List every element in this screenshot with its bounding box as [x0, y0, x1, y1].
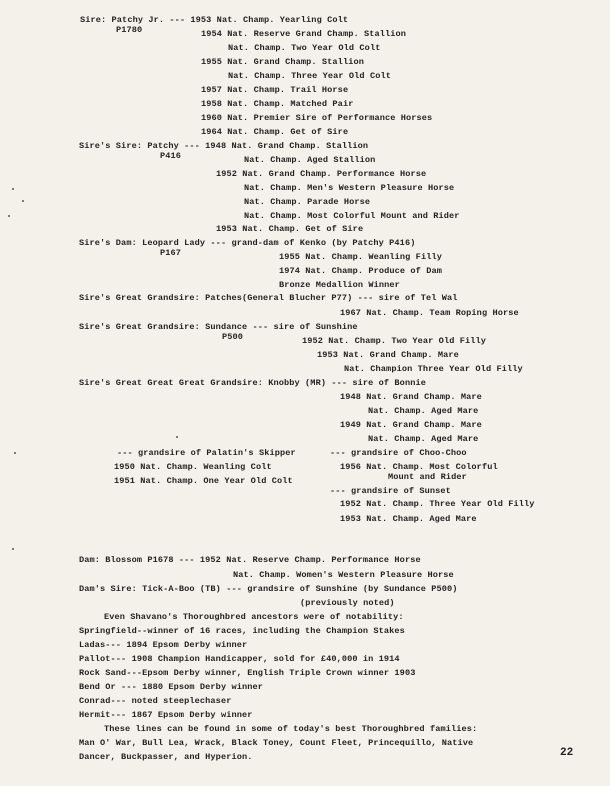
text-line: Nat. Champ. Women's Western Pleasure Horse — [233, 570, 454, 580]
text-line: Dam: Blossom P1678 --- 1952 Nat. Reserve Champ. Performance Horse — [79, 555, 421, 565]
text-line: Nat. Champ. Men's Western Pleasure Horse — [244, 183, 455, 193]
text-line: Ladas--- 1894 Epsom Derby winner — [79, 640, 248, 650]
text-line: Sire's Great Grandsire: Sundance --- sire of Sunshine — [79, 322, 358, 332]
text-line: 1960 Nat. Premier Sire of Performance Horses — [201, 113, 433, 123]
text-line: Sire's Great Grandsire: Patches(General Blucher P77) --- sire of Tel Wal — [79, 293, 458, 303]
text-line: 1952 Nat. Champ. Three Year Old Filly — [340, 499, 535, 509]
text-line: Nat. Champ. Parade Horse — [244, 197, 371, 207]
text-line: 1953 Nat. Grand Champ. Mare — [317, 350, 459, 360]
ink-speck — [12, 548, 14, 550]
page-number: 22 — [560, 747, 574, 759]
text-line: P167 — [160, 248, 182, 258]
text-line: --- grandsire of Palatin's Skipper — [117, 448, 296, 458]
text-line: Rock Sand---Epsom Derby winner, English Triple Crown winner 1903 — [79, 668, 416, 678]
text-line: Sire's Sire: Patchy --- 1948 Nat. Grand Champ. Stallion — [79, 141, 369, 151]
text-line: Nat. Champion Three Year Old Filly — [344, 364, 523, 374]
text-line: Dam's Sire: Tick-A-Boo (TB) --- grandsire of Sunshine (by Sundance P500) — [79, 584, 458, 594]
text-line: Even Shavano's Thoroughbred ancestors were of notability: — [104, 612, 404, 622]
text-line: Bronze Medallion Winner — [279, 280, 400, 290]
text-line: Pallot--- 1908 Champion Handicapper, sold for £40,000 in 1914 — [79, 654, 400, 664]
ink-speck — [12, 188, 14, 190]
text-line: 1949 Nat. Grand Champ. Mare — [340, 420, 482, 430]
text-line: 1951 Nat. Champ. One Year Old Colt — [114, 476, 293, 486]
text-line: 1954 Nat. Reserve Grand Champ. Stallion — [201, 29, 407, 39]
text-line: 1952 Nat. Grand Champ. Performance Horse — [216, 169, 427, 179]
text-line: Man O' War, Bull Lea, Wrack, Black Toney, Count Fleet, Princequillo, Native — [79, 738, 474, 748]
text-line: Sire: Patchy Jr. --- 1953 Nat. Champ. Yearling Colt — [80, 15, 349, 25]
text-line: Bend Or --- 1880 Epsom Derby winner — [79, 682, 263, 692]
text-line: 1964 Nat. Champ. Get of Sire — [201, 127, 349, 137]
text-line: 1948 Nat. Grand Champ. Mare — [340, 392, 482, 402]
text-line: 1953 Nat. Champ. Get of Sire — [216, 224, 364, 234]
text-line: Springfield--winner of 16 races, including the Champion Stakes — [79, 626, 405, 636]
text-line: 1958 Nat. Champ. Matched Pair — [201, 99, 354, 109]
text-line: Sire's Dam: Leopard Lady --- grand-dam of Kenko (by Patchy P416) — [79, 238, 416, 248]
text-line: 1974 Nat. Champ. Produce of Dam — [279, 266, 442, 276]
text-line: Sire's Great Great Great Grandsire: Knobby (MR) --- sire of Bonnie — [79, 378, 426, 388]
text-line: These lines can be found in some of today's best Thoroughbred families: — [104, 724, 478, 734]
text-line: Nat. Champ. Aged Mare — [368, 406, 479, 416]
text-line: P416 — [160, 151, 182, 161]
text-line: P1780 — [116, 25, 143, 35]
text-line: --- grandsire of Choo-Choo — [330, 448, 467, 458]
text-line: 1957 Nat. Champ. Trail Horse — [201, 85, 349, 95]
ink-speck — [14, 452, 16, 454]
ink-speck — [176, 436, 178, 438]
text-line: Conrad--- noted steeplechaser — [79, 696, 232, 706]
text-line: P500 — [222, 332, 244, 342]
text-line: Hermit--- 1867 Epsom Derby winner — [79, 710, 253, 720]
ink-speck — [8, 215, 10, 217]
text-line: 1950 Nat. Champ. Weanling Colt — [114, 462, 272, 472]
ink-speck — [22, 200, 24, 202]
text-line: Nat. Champ. Three Year Old Colt — [228, 71, 391, 81]
text-line: (previously noted) — [300, 598, 395, 608]
text-line: Nat. Champ. Two Year Old Colt — [228, 43, 381, 53]
text-line: --- grandsire of Sunset — [330, 486, 451, 496]
text-line: Nat. Champ. Aged Stallion — [244, 155, 376, 165]
text-line: Nat. Champ. Most Colorful Mount and Rider — [244, 211, 460, 221]
text-line: 1953 Nat. Champ. Aged Mare — [340, 514, 477, 524]
text-line: Dancer, Buckpasser, and Hyperion. — [79, 752, 253, 762]
text-line: 1955 Nat. Grand Champ. Stallion — [201, 57, 364, 67]
text-line: 1956 Nat. Champ. Most Colorful — [340, 462, 498, 472]
text-line: 1952 Nat. Champ. Two Year Old Filly — [302, 336, 486, 346]
text-line: Nat. Champ. Aged Mare — [368, 434, 479, 444]
text-line: Mount and Rider — [388, 472, 467, 482]
text-line: 1955 Nat. Champ. Weanling Filly — [279, 252, 442, 262]
text-line: 1967 Nat. Champ. Team Roping Horse — [340, 308, 519, 318]
